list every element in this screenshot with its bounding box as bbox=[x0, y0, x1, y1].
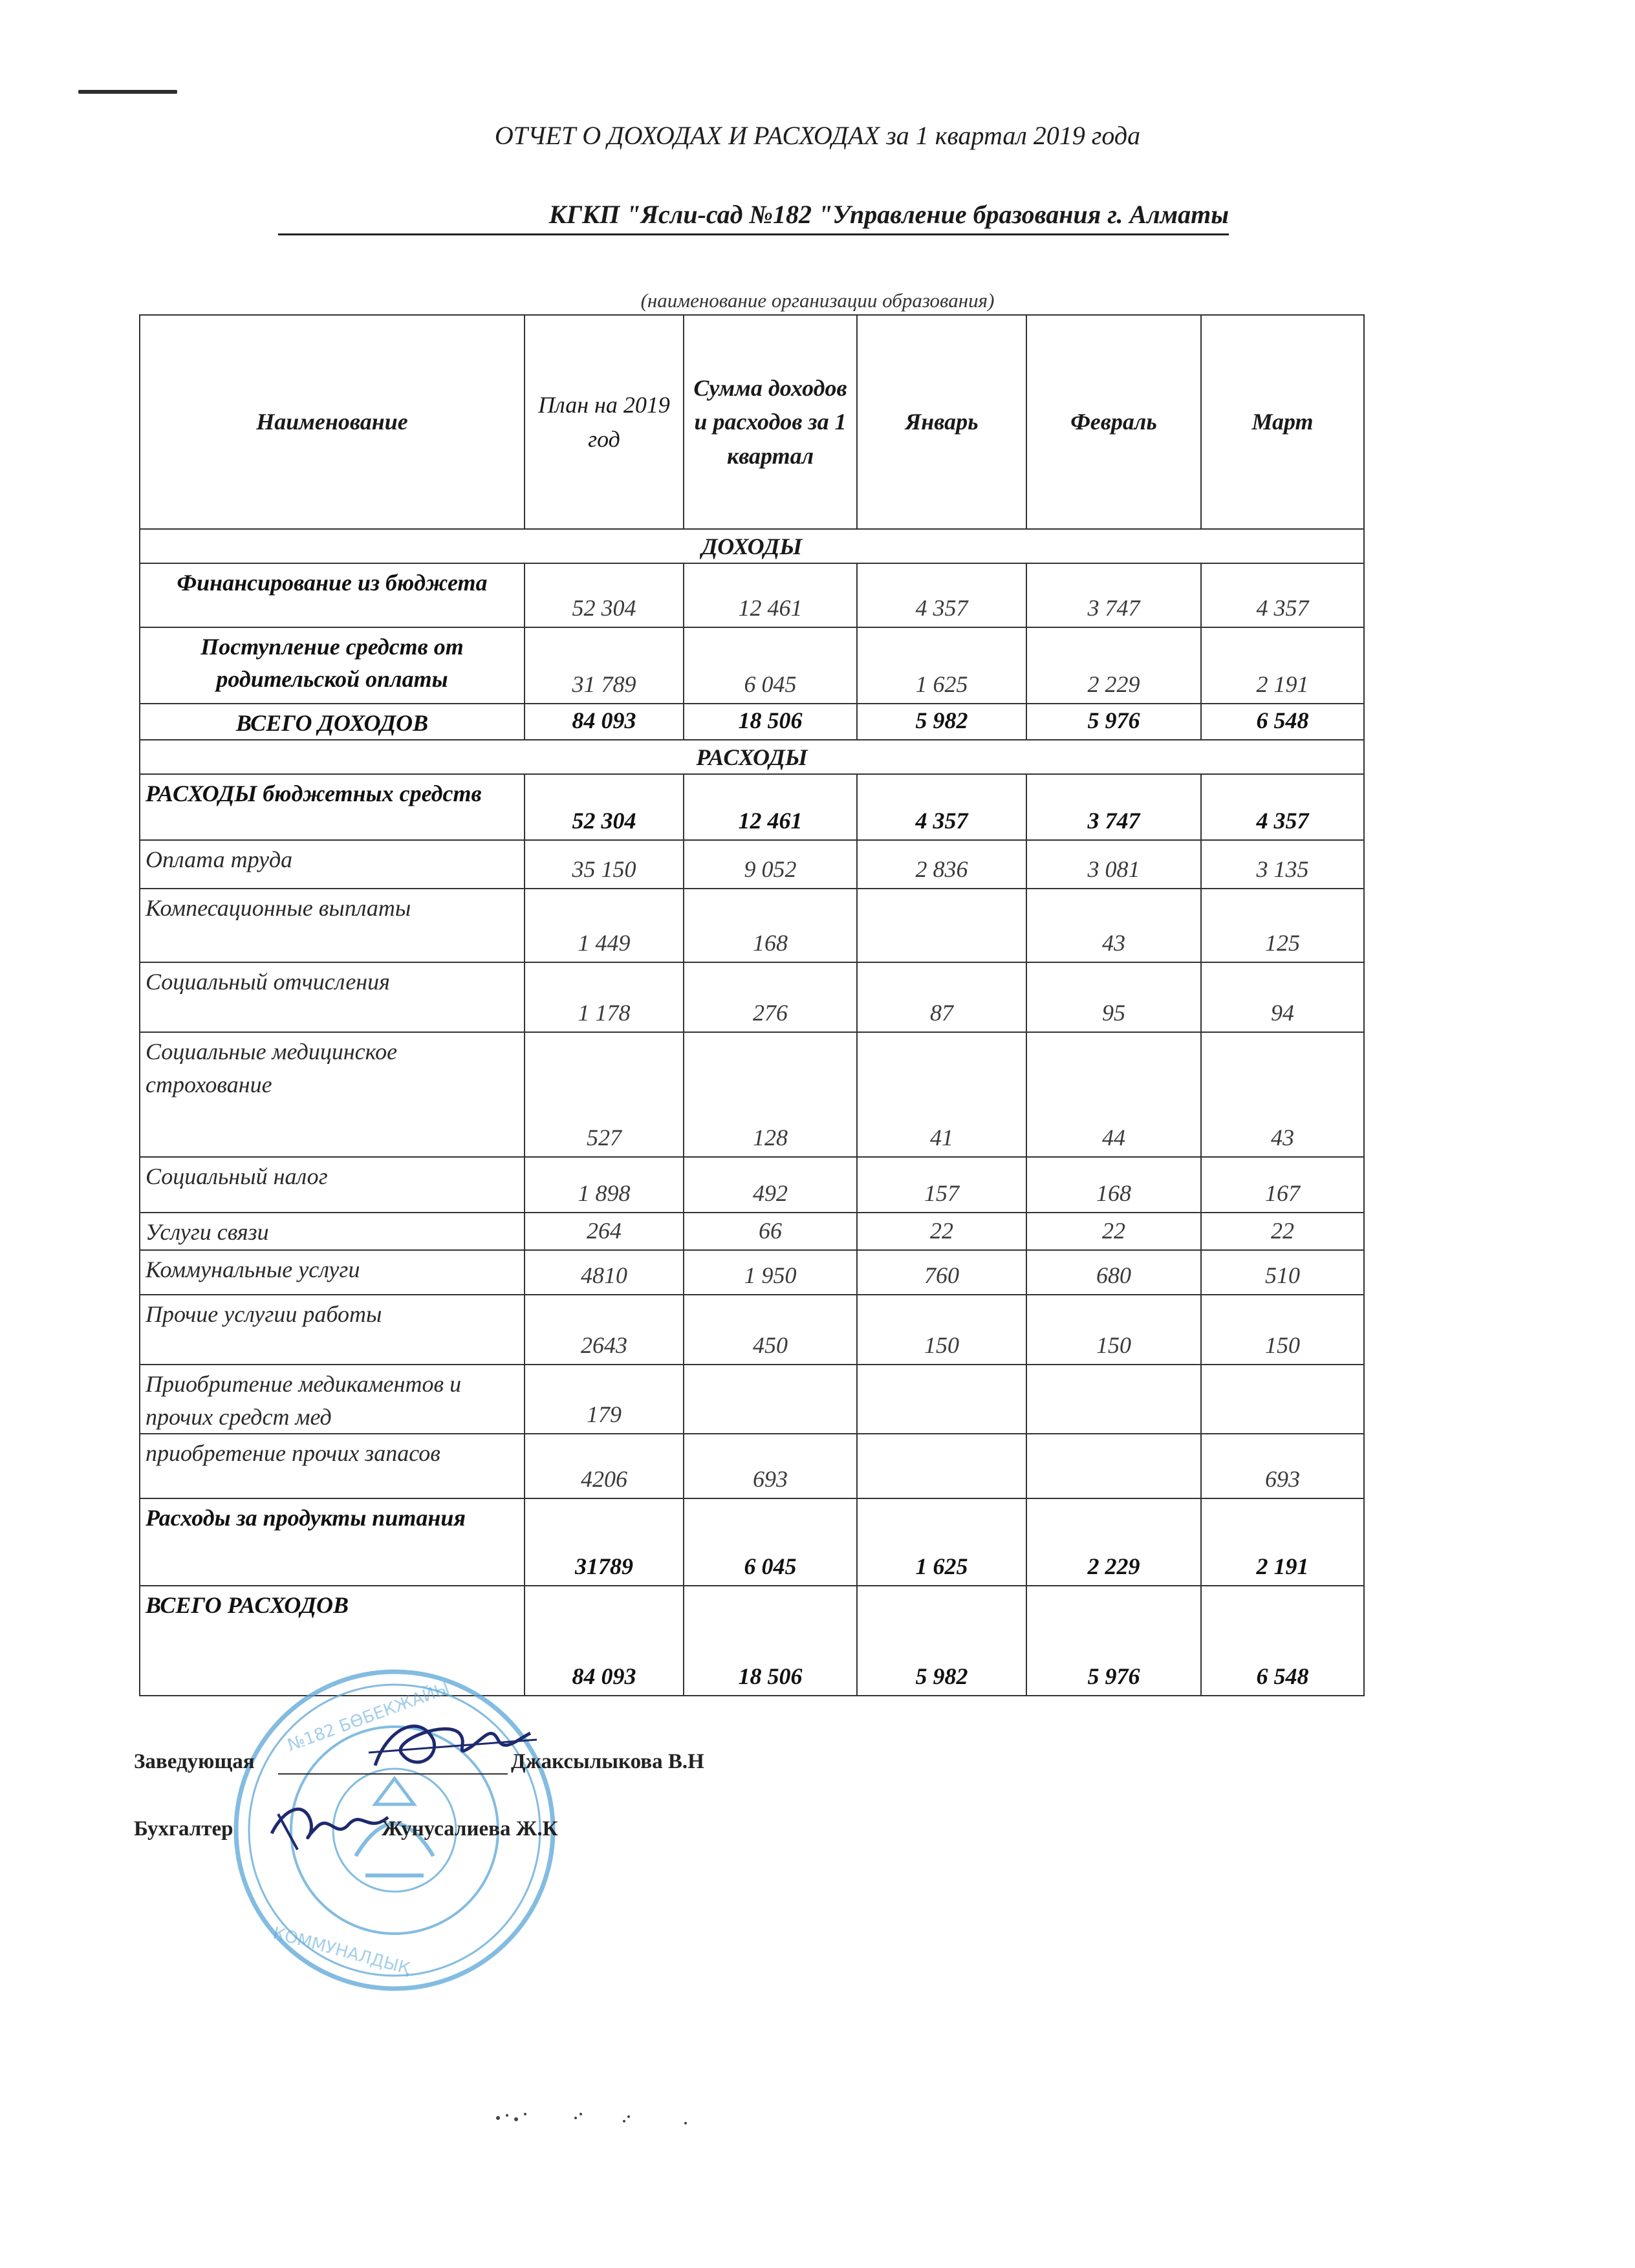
table-row bbox=[140, 1295, 1364, 1365]
cell-jan: 22 bbox=[857, 1213, 1026, 1250]
row-name: Приобритение медикаментов и прочих средст мед bbox=[140, 1365, 525, 1434]
table-row bbox=[140, 1213, 1364, 1250]
header-sum: Сумма доходов и расходов за 1 квартал bbox=[684, 315, 857, 529]
table-row bbox=[140, 1157, 1364, 1213]
table-row bbox=[140, 962, 1364, 1032]
row-name: ВСЕГО РАСХОДОВ bbox=[140, 1586, 525, 1696]
cell-mar: 150 bbox=[1201, 1295, 1364, 1365]
row-name: Поступление средств от родительской оплаты bbox=[140, 627, 525, 704]
cell-jan: 2 836 bbox=[857, 840, 1026, 889]
head-signature-underline bbox=[278, 1773, 508, 1775]
organization-name: КГКП "Ясли-сад №182 "Управление бразования г. Алматы bbox=[278, 199, 1229, 235]
cell-plan: 52 304 bbox=[525, 774, 684, 840]
cell-mar: 693 bbox=[1201, 1434, 1364, 1498]
cell-plan: 4810 bbox=[525, 1250, 684, 1295]
cell-plan: 52 304 bbox=[525, 563, 684, 627]
cell-mar: 4 357 bbox=[1201, 563, 1364, 627]
table-header-row bbox=[140, 315, 1364, 529]
cell-feb: 43 bbox=[1026, 889, 1201, 962]
cell-plan: 1 898 bbox=[525, 1157, 684, 1213]
cell-jan bbox=[857, 1365, 1026, 1434]
cell-plan: 1 178 bbox=[525, 962, 684, 1032]
head-name: Джаксылыкова В.Н bbox=[511, 1750, 704, 1773]
cell-plan: 84 093 bbox=[525, 1586, 684, 1696]
row-name: Компесационные выплаты bbox=[140, 889, 525, 962]
cell-plan: 264 bbox=[525, 1213, 684, 1250]
row-name: РАСХОДЫ бюджетных средств bbox=[140, 774, 525, 840]
cell-plan: 84 093 bbox=[525, 704, 684, 740]
cell-sum: 128 bbox=[684, 1032, 857, 1157]
scan-speckles bbox=[492, 2105, 698, 2131]
cell-feb: 680 bbox=[1026, 1250, 1201, 1295]
scan-edge-mark bbox=[78, 90, 177, 94]
cell-feb: 2 229 bbox=[1026, 627, 1201, 704]
cell-sum: 18 506 bbox=[684, 704, 857, 740]
cell-sum: 18 506 bbox=[684, 1586, 857, 1696]
cell-sum: 168 bbox=[684, 889, 857, 962]
cell-feb: 22 bbox=[1026, 1213, 1201, 1250]
table-row bbox=[140, 704, 1364, 740]
cell-feb bbox=[1026, 1434, 1201, 1498]
cell-plan: 527 bbox=[525, 1032, 684, 1157]
cell-jan: 1 625 bbox=[857, 627, 1026, 704]
cell-plan: 31789 bbox=[525, 1498, 684, 1586]
row-name: Социальные медицинское строхование bbox=[140, 1032, 525, 1157]
cell-sum: 12 461 bbox=[684, 774, 857, 840]
cell-jan: 157 bbox=[857, 1157, 1026, 1213]
table-row bbox=[140, 774, 1364, 840]
header-february: Февраль bbox=[1026, 315, 1201, 529]
cell-mar: 22 bbox=[1201, 1213, 1364, 1250]
table-row bbox=[140, 1365, 1364, 1434]
income-expense-table bbox=[139, 314, 1365, 1696]
cell-plan: 2643 bbox=[525, 1295, 684, 1365]
cell-feb: 150 bbox=[1026, 1295, 1201, 1365]
cell-feb bbox=[1026, 1365, 1201, 1434]
header-plan: План на 2019 год bbox=[525, 315, 684, 529]
cell-mar: 125 bbox=[1201, 889, 1364, 962]
report-title: ОТЧЕТ О ДОХОДАХ И РАСХОДАХ за 1 квартал 2019 года bbox=[494, 121, 1141, 150]
table-row bbox=[140, 627, 1364, 704]
cell-mar bbox=[1201, 1365, 1364, 1434]
row-name: Социальный налог bbox=[140, 1157, 525, 1213]
row-name: Финансирование из бюджета bbox=[140, 563, 525, 627]
row-name: Расходы за продукты питания bbox=[140, 1498, 525, 1586]
cell-sum: 450 bbox=[684, 1295, 857, 1365]
accountant-signature-icon bbox=[259, 1788, 401, 1859]
cell-feb: 95 bbox=[1026, 962, 1201, 1032]
cell-jan: 4 357 bbox=[857, 563, 1026, 627]
row-name: Социальный отчисления bbox=[140, 962, 525, 1032]
row-name: Прочие услугии работы bbox=[140, 1295, 525, 1365]
cell-sum: 1 950 bbox=[684, 1250, 857, 1295]
cell-jan: 87 bbox=[857, 962, 1026, 1032]
cell-sum: 492 bbox=[684, 1157, 857, 1213]
row-name: Коммунальные услуги bbox=[140, 1250, 525, 1295]
income-section-row bbox=[140, 529, 1364, 563]
cell-feb: 3 081 bbox=[1026, 840, 1201, 889]
cell-plan: 4206 bbox=[525, 1434, 684, 1498]
row-name: Услуги связи bbox=[140, 1213, 525, 1250]
cell-mar: 167 bbox=[1201, 1157, 1364, 1213]
table-row bbox=[140, 1498, 1364, 1586]
table-row bbox=[140, 1032, 1364, 1157]
row-name: приобретение прочих запасов bbox=[140, 1434, 525, 1498]
cell-sum: 66 bbox=[684, 1213, 857, 1250]
header-march: Март bbox=[1201, 315, 1364, 529]
cell-jan bbox=[857, 1434, 1026, 1498]
cell-mar: 510 bbox=[1201, 1250, 1364, 1295]
accountant-name: Жунусалиева Ж.К bbox=[382, 1817, 558, 1841]
table-row bbox=[140, 840, 1364, 889]
organization-caption: (наименование организации образования) bbox=[640, 289, 995, 312]
cell-mar: 6 548 bbox=[1201, 704, 1364, 740]
cell-jan: 5 982 bbox=[857, 704, 1026, 740]
cell-sum: 12 461 bbox=[684, 563, 857, 627]
cell-feb: 2 229 bbox=[1026, 1498, 1201, 1586]
cell-jan: 1 625 bbox=[857, 1498, 1026, 1586]
cell-plan: 179 bbox=[525, 1365, 684, 1434]
head-signature-label: Заведующая bbox=[134, 1750, 255, 1773]
cell-feb: 44 bbox=[1026, 1032, 1201, 1157]
expense-section-row bbox=[140, 740, 1364, 774]
row-name: Оплата труда bbox=[140, 840, 525, 889]
cell-jan: 4 357 bbox=[857, 774, 1026, 840]
cell-mar: 4 357 bbox=[1201, 774, 1364, 840]
cell-feb: 168 bbox=[1026, 1157, 1201, 1213]
accountant-signature-label: Бухгалтер bbox=[134, 1817, 233, 1841]
section-title: ДОХОДЫ bbox=[140, 529, 1364, 563]
section-title: РАСХОДЫ bbox=[140, 740, 1364, 774]
cell-jan: 760 bbox=[857, 1250, 1026, 1295]
cell-feb: 5 976 bbox=[1026, 704, 1201, 740]
cell-mar: 94 bbox=[1201, 962, 1364, 1032]
cell-plan: 31 789 bbox=[525, 627, 684, 704]
cell-jan: 41 bbox=[857, 1032, 1026, 1157]
header-january: Январь bbox=[857, 315, 1026, 529]
cell-sum: 9 052 bbox=[684, 840, 857, 889]
cell-jan: 5 982 bbox=[857, 1586, 1026, 1696]
header-name: Наименование bbox=[140, 315, 525, 529]
cell-mar: 3 135 bbox=[1201, 840, 1364, 889]
cell-feb: 3 747 bbox=[1026, 563, 1201, 627]
cell-jan: 150 bbox=[857, 1295, 1026, 1365]
cell-mar: 2 191 bbox=[1201, 627, 1364, 704]
cell-sum: 6 045 bbox=[684, 1498, 857, 1586]
cell-mar: 43 bbox=[1201, 1032, 1364, 1157]
cell-feb: 3 747 bbox=[1026, 774, 1201, 840]
table-row bbox=[140, 563, 1364, 627]
cell-feb: 5 976 bbox=[1026, 1586, 1201, 1696]
svg-text:№182 БӨБЕКЖАЙЫ: №182 БӨБЕКЖАЙЫ bbox=[285, 1678, 453, 1756]
cell-plan: 35 150 bbox=[525, 840, 684, 889]
cell-sum: 276 bbox=[684, 962, 857, 1032]
row-name: ВСЕГО ДОХОДОВ bbox=[140, 704, 525, 740]
cell-sum bbox=[684, 1365, 857, 1434]
cell-jan bbox=[857, 889, 1026, 962]
cell-sum: 693 bbox=[684, 1434, 857, 1498]
cell-mar: 6 548 bbox=[1201, 1586, 1364, 1696]
cell-mar: 2 191 bbox=[1201, 1498, 1364, 1586]
table-row bbox=[140, 889, 1364, 962]
svg-text:КОММУНАЛДЫҚ: КОММУНАЛДЫҚ bbox=[270, 1923, 413, 1979]
table-row bbox=[140, 1434, 1364, 1498]
table-row bbox=[140, 1250, 1364, 1295]
cell-plan: 1 449 bbox=[525, 889, 684, 962]
cell-sum: 6 045 bbox=[684, 627, 857, 704]
